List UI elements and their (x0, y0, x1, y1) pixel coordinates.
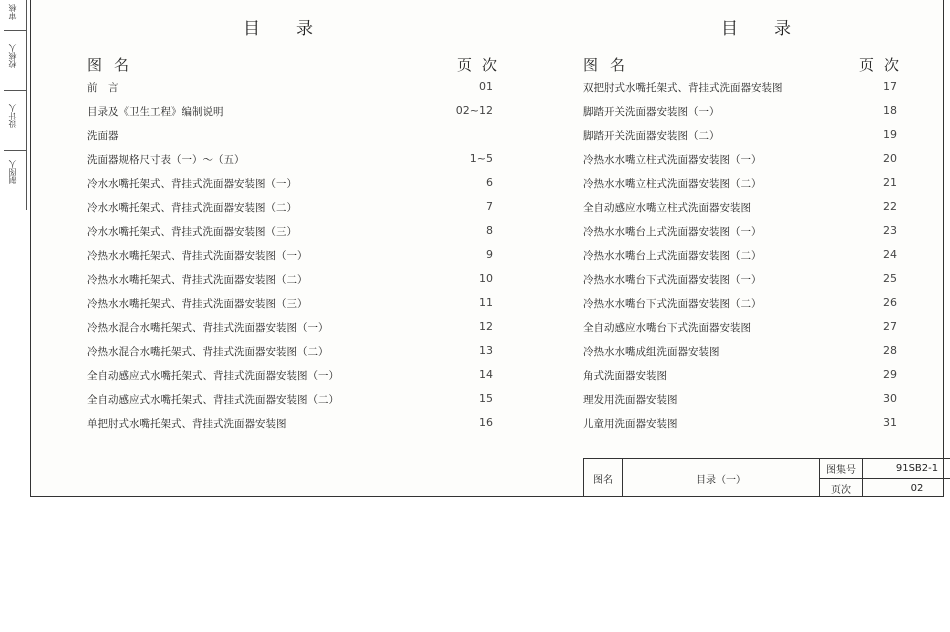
toc-entry-page: 30 (883, 392, 897, 405)
side-label-checker: 校核人 (8, 44, 17, 68)
left-page-header: 页次 (457, 56, 508, 74)
toc-entry-name: 全自动感应式水嘴托架式、背挂式洗面器安装图（一） (87, 370, 339, 382)
toc-row (87, 104, 493, 124)
toc-entry-page: 23 (883, 224, 897, 237)
left-heading: 目录 (243, 19, 349, 39)
toc-entry-name: 全自动感应水嘴台下式洗面器安装图 (583, 322, 751, 334)
toc-row (583, 416, 897, 436)
title-block-atlas-label: 图集号 (820, 459, 863, 478)
toc-entry-name: 冷热水水嘴立柱式洗面器安装图（二） (583, 178, 762, 190)
toc-entry-page: 14 (479, 368, 493, 381)
toc-row (583, 296, 897, 316)
toc-row (583, 248, 897, 268)
toc-entry-name: 冷热水水嘴台下式洗面器安装图（二） (583, 298, 762, 310)
toc-entry-name: 全自动感应水嘴立柱式洗面器安装图 (583, 202, 751, 214)
toc-entry-name: 前 言 (87, 82, 119, 94)
binding-strip (4, 0, 27, 210)
toc-entry-name: 冷热水水嘴托架式、背挂式洗面器安装图（二） (87, 274, 308, 286)
toc-entry-page: 6 (486, 176, 493, 189)
toc-entry-page: 10 (479, 272, 493, 285)
toc-entry-page: 25 (883, 272, 897, 285)
toc-entry-page: 8 (486, 224, 493, 237)
toc-entry-name: 儿童用洗面器安装图 (583, 418, 678, 430)
toc-row (583, 368, 897, 388)
toc-entry-page: 29 (883, 368, 897, 381)
toc-entry-page: 31 (883, 416, 897, 429)
toc-entry-name: 冷水水嘴托架式、背挂式洗面器安装图（三） (87, 226, 297, 238)
drawing-sheet (30, 0, 944, 497)
toc-row (583, 200, 897, 220)
toc-entry-name: 冷热水混合水嘴托架式、背挂式洗面器安装图（一） (87, 322, 329, 334)
toc-entry-name: 单把肘式水嘴托架式、背挂式洗面器安装图 (87, 418, 287, 430)
side-label-reviewer: 审核 (8, 4, 17, 20)
toc-entry-name: 目录及《卫生工程》编制说明 (87, 106, 224, 118)
toc-entry-page: 7 (486, 200, 493, 213)
title-block-page-value: 02 (910, 482, 924, 494)
title-block (583, 458, 950, 497)
toc-row (87, 272, 493, 292)
toc-row (583, 104, 897, 124)
side-divider (4, 150, 26, 151)
toc-entry-name: 冷热水水嘴托架式、背挂式洗面器安装图（一） (87, 250, 308, 262)
toc-entry-name: 冷热水混合水嘴托架式、背挂式洗面器安装图（二） (87, 346, 329, 358)
toc-row (87, 152, 493, 172)
toc-entry-name: 冷热水水嘴托架式、背挂式洗面器安装图（三） (87, 298, 308, 310)
title-block-name-label: 图名 (584, 459, 623, 497)
left-name-header: 图名 (87, 56, 142, 74)
toc-entry-name: 冷热水水嘴台上式洗面器安装图（一） (583, 226, 762, 238)
toc-entry-page: 22 (883, 200, 897, 213)
toc-row (583, 152, 897, 172)
toc-entry-name: 冷水水嘴托架式、背挂式洗面器安装图（一） (87, 178, 297, 190)
toc-row (87, 296, 493, 316)
toc-entry-page: 15 (479, 392, 493, 405)
toc-entry-page: 12 (479, 320, 493, 333)
toc-entry-name: 脚踏开关洗面器安装图（一） (583, 106, 720, 118)
right-heading: 目录 (721, 19, 827, 39)
right-name-header: 图名 (583, 56, 638, 74)
toc-entry-name: 理发用洗面器安装图 (583, 394, 678, 406)
toc-entry-page: 19 (883, 128, 897, 141)
toc-entry-page: 20 (883, 152, 897, 165)
title-block-atlas-value: 91SB2-1 (895, 463, 939, 474)
toc-row (87, 392, 493, 412)
toc-entry-page: 16 (479, 416, 493, 429)
toc-row (87, 416, 493, 436)
toc-row (87, 368, 493, 388)
toc-entry-page: 18 (883, 104, 897, 117)
toc-entry-page: 27 (883, 320, 897, 333)
toc-entry-name: 冷热水水嘴立柱式洗面器安装图（一） (583, 154, 762, 166)
toc-row (87, 200, 493, 220)
toc-entry-page: 24 (883, 248, 897, 261)
toc-row (583, 224, 897, 244)
toc-entry-page: 1~5 (469, 152, 493, 165)
toc-entry-page: 28 (883, 344, 897, 357)
toc-row (87, 248, 493, 268)
toc-row (583, 320, 897, 340)
toc-entry-name: 洗面器 (87, 130, 119, 142)
title-block-page-label: 页次 (820, 479, 863, 497)
toc-entry-name: 冷水水嘴托架式、背挂式洗面器安装图（二） (87, 202, 297, 214)
toc-entry-name: 双把肘式水嘴托架式、背挂式洗面器安装图 (583, 82, 783, 94)
toc-row (583, 80, 897, 100)
toc-entry-page: 13 (479, 344, 493, 357)
side-divider (4, 30, 26, 31)
toc-entry-page: 11 (479, 296, 493, 309)
toc-entry-page: 9 (486, 248, 493, 261)
toc-entry-page: 26 (883, 296, 897, 309)
toc-row (583, 272, 897, 292)
toc-entry-page: 21 (883, 176, 897, 189)
toc-row (87, 128, 493, 148)
toc-entry-name: 冷热水水嘴台下式洗面器安装图（一） (583, 274, 762, 286)
toc-entry-name: 洗面器规格尺寸表（一）～（五） (87, 154, 245, 166)
side-label-designer: 设计人 (8, 104, 17, 128)
toc-row (583, 128, 897, 148)
right-page-header: 页次 (859, 56, 910, 74)
title-block-title: 目录（一） (623, 459, 820, 497)
toc-entry-page: 17 (883, 80, 897, 93)
toc-entry-page: 02~12 (455, 104, 493, 117)
toc-row (87, 80, 493, 100)
toc-entry-page: 01 (479, 80, 493, 93)
toc-entry-name: 冷热水水嘴成组洗面器安装图 (583, 346, 720, 358)
toc-row (87, 320, 493, 340)
toc-row (583, 344, 897, 364)
toc-row (583, 176, 897, 196)
side-label-drafter: 制图人 (8, 160, 17, 184)
toc-entry-name: 全自动感应式水嘴托架式、背挂式洗面器安装图（二） (87, 394, 339, 406)
side-divider (4, 90, 26, 91)
toc-entry-name: 冷热水水嘴台上式洗面器安装图（二） (583, 250, 762, 262)
toc-entry-name: 角式洗面器安装图 (583, 370, 667, 382)
toc-row (87, 224, 493, 244)
toc-row (87, 176, 493, 196)
toc-row (583, 392, 897, 412)
toc-row (87, 344, 493, 364)
toc-entry-name: 脚踏开关洗面器安装图（二） (583, 130, 720, 142)
